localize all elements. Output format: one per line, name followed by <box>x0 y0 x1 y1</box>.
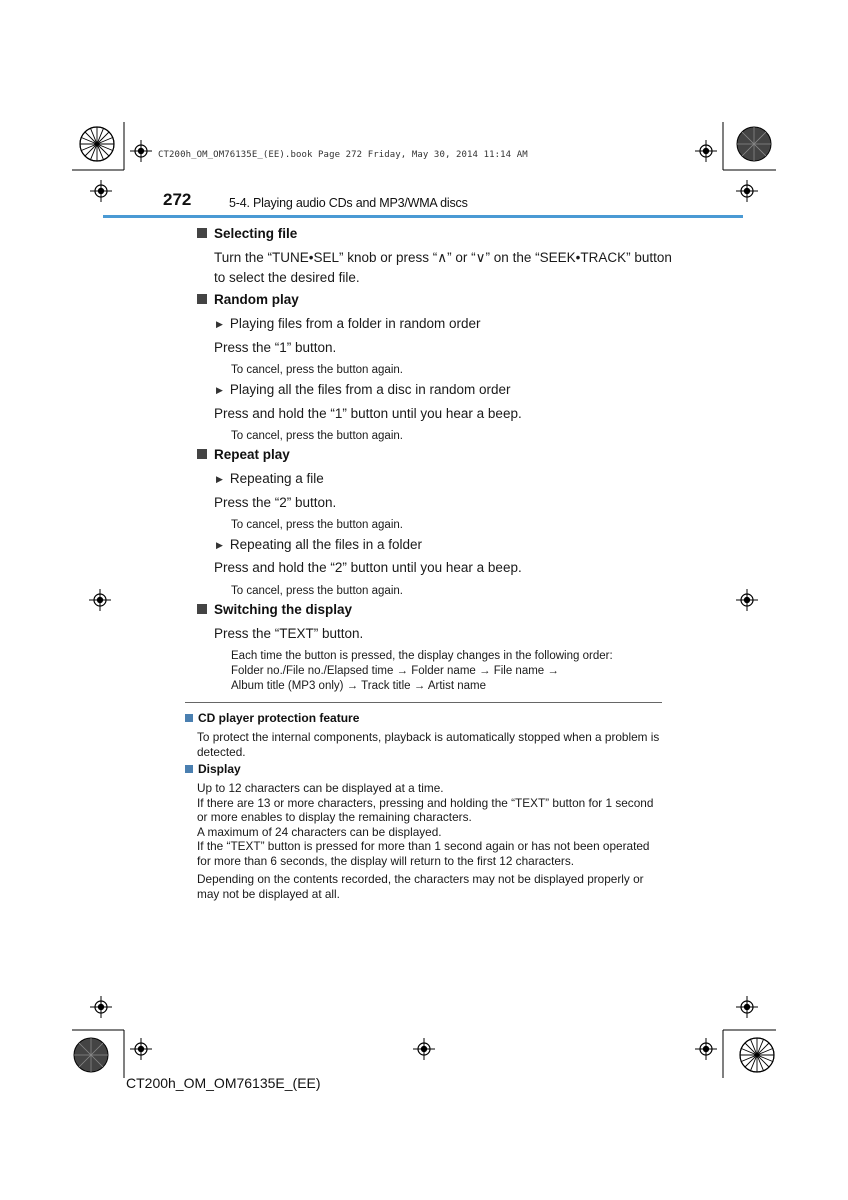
header-rule <box>103 215 743 218</box>
random-bullet-disc: ▶ Playing all the files from a disc in random order <box>216 382 511 397</box>
heading-switching-display: Switching the display <box>197 602 352 617</box>
random-disc-note: To cancel, press the button again. <box>231 430 403 442</box>
triangle-bullet-icon: ▶ <box>216 540 223 550</box>
random-disc-instruction: Press and hold the “1” button until you hear a beep. <box>214 406 522 421</box>
square-bullet-icon <box>197 294 207 304</box>
square-bullet-icon <box>185 765 193 773</box>
square-bullet-icon <box>185 714 193 722</box>
footer-doc-code: CT200h_OM_OM76135E_(EE) <box>126 1075 321 1091</box>
selecting-instructions: Turn the “TUNE•SEL” knob or press “∧” or “∨” on the “SEEK•TRACK” button to select the desired file. <box>214 250 672 285</box>
heading-random-play: Random play <box>197 292 299 307</box>
triangle-bullet-icon: ▶ <box>216 319 223 329</box>
display-text: Up to 12 characters can be displayed at a time. If there are 13 or more characters, pressing and holding the “TEXT” button for 1 second or more enables to display the remaining characters. A maximum of 24 characters can be displayed. If the “TEXT” button is pressed for more than 1 second again or has not been operated for more than 6 seconds, the display will return to the first 12 characters. Depending on the contents recorded, the characters may not be displayed properly or may not be displayed at all. <box>197 781 654 901</box>
random-folder-instruction: Press the “1” button. <box>214 340 337 355</box>
heading-cd-protection: CD player protection feature <box>185 711 359 725</box>
random-folder-note: To cancel, press the button again. <box>231 364 403 376</box>
square-bullet-icon <box>197 604 207 614</box>
cd-protection-text: To protect the internal components, playback is automatically stopped when a problem is detected. <box>197 730 660 759</box>
section-title: 5-4. Playing audio CDs and MP3/WMA discs <box>229 196 468 210</box>
repeat-bullet-folder: ▶ Repeating all the files in a folder <box>216 537 423 552</box>
page-number: 272 <box>163 190 192 209</box>
square-bullet-icon <box>197 449 207 459</box>
book-info-line: CT200h_OM_OM76135E_(EE).book Page 272 Friday, May 30, 2014 11:14 AM <box>158 150 528 160</box>
triangle-bullet-icon: ▶ <box>216 474 223 484</box>
random-bullet-folder: ▶ Playing files from a folder in random order <box>216 316 481 331</box>
repeat-bullet-file: ▶ Repeating a file <box>216 471 324 486</box>
switching-note: Each time the button is pressed, the display changes in the following order: Folder no./File no./Elapsed time → Folder name → File name → Album title (MP3 only) → Track title → Artist name <box>231 650 613 692</box>
square-bullet-icon <box>197 228 207 238</box>
heading-selecting-file: Selecting file <box>197 226 297 241</box>
heading-display: Display <box>185 762 241 776</box>
repeat-folder-instruction: Press and hold the “2” button until you hear a beep. <box>214 560 522 575</box>
triangle-bullet-icon: ▶ <box>216 385 223 395</box>
section-divider <box>185 702 662 703</box>
repeat-file-note: To cancel, press the button again. <box>231 519 403 531</box>
heading-repeat-play: Repeat play <box>197 447 290 462</box>
switching-instruction: Press the “TEXT” button. <box>214 626 364 641</box>
repeat-file-instruction: Press the “2” button. <box>214 495 337 510</box>
repeat-folder-note: To cancel, press the button again. <box>231 585 403 597</box>
